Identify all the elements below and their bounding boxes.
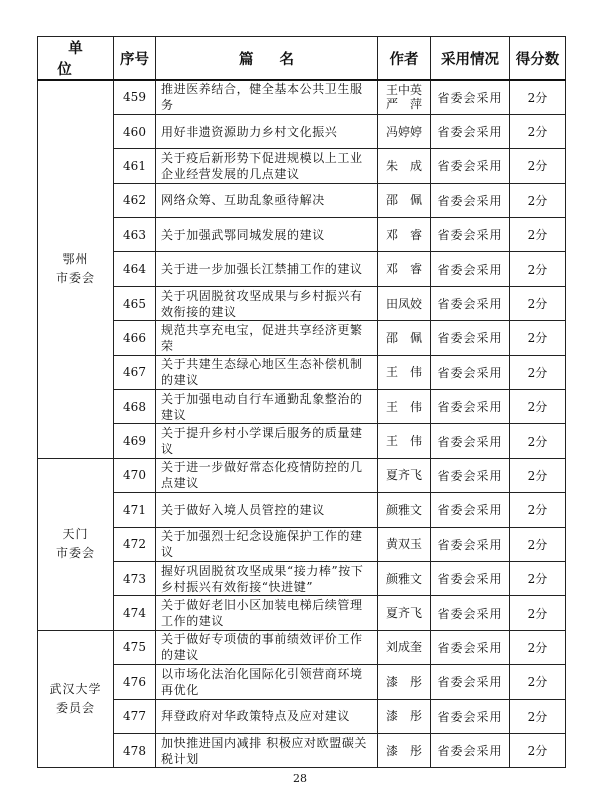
score-cell: 2分 (510, 321, 566, 355)
seq-cell: 459 (114, 80, 156, 114)
unit-cell: 天门 市委会 (38, 458, 114, 630)
author-cell: 夏齐飞 (378, 596, 431, 630)
adoption-cell: 省委会采用 (431, 699, 510, 733)
table-row (38, 218, 566, 252)
header-author: 作者 (378, 37, 431, 81)
seq-cell: 477 (114, 699, 156, 733)
seq-cell: 474 (114, 596, 156, 630)
adoption-cell: 省委会采用 (431, 80, 510, 114)
seq-cell: 460 (114, 114, 156, 148)
adoption-cell: 省委会采用 (431, 218, 510, 252)
score-cell: 2分 (510, 424, 566, 458)
unit-cell: 武汉大学 委员会 (38, 630, 114, 768)
title-cell: 网络众筹、互助乱象亟待解决 (156, 183, 378, 217)
table-row (38, 527, 566, 561)
title-cell: 关于疫后新形势下促进规模以上工业企业经营发展的几点建议 (156, 149, 378, 183)
table-row (38, 149, 566, 183)
adoption-cell: 省委会采用 (431, 286, 510, 320)
title-cell: 关于加强武鄂同城发展的建议 (156, 218, 378, 252)
adoption-cell: 省委会采用 (431, 424, 510, 458)
author-cell: 王 伟 (378, 424, 431, 458)
author-cell: 田凤姣 (378, 286, 431, 320)
seq-cell: 471 (114, 493, 156, 527)
title-cell: 关于做好专项债的事前绩效评价工作的建议 (156, 630, 378, 664)
author-cell: 刘成奎 (378, 630, 431, 664)
title-cell: 加快推进国内减排 积极应对欧盟碳关税计划 (156, 733, 378, 767)
title-cell: 规范共享充电宝，促进共享经济更繁荣 (156, 321, 378, 355)
author-cell: 漆 彤 (378, 699, 431, 733)
author-cell: 邓 睿 (378, 252, 431, 286)
title-cell: 关于进一步做好常态化疫情防控的几点建议 (156, 458, 378, 492)
header-adoption: 采用情况 (431, 37, 510, 81)
author-cell: 颜雅文 (378, 493, 431, 527)
title-cell: 关于共建生态绿心地区生态补偿机制的建议 (156, 355, 378, 389)
seq-cell: 478 (114, 733, 156, 767)
adoption-cell: 省委会采用 (431, 561, 510, 595)
seq-cell: 475 (114, 630, 156, 664)
adoption-cell: 省委会采用 (431, 355, 510, 389)
score-cell: 2分 (510, 183, 566, 217)
seq-cell: 463 (114, 218, 156, 252)
adoption-cell: 省委会采用 (431, 665, 510, 699)
author-cell: 邵 佩 (378, 321, 431, 355)
seq-cell: 467 (114, 355, 156, 389)
seq-cell: 472 (114, 527, 156, 561)
seq-cell: 468 (114, 390, 156, 424)
seq-cell: 476 (114, 665, 156, 699)
score-cell: 2分 (510, 252, 566, 286)
table-row (38, 390, 566, 424)
adoption-cell: 省委会采用 (431, 596, 510, 630)
title-cell: 关于加强烈士纪念设施保护工作的建议 (156, 527, 378, 561)
table-row (38, 355, 566, 389)
author-cell: 邓 睿 (378, 218, 431, 252)
table-row (38, 286, 566, 320)
seq-cell: 473 (114, 561, 156, 595)
adoption-cell: 省委会采用 (431, 252, 510, 286)
table-row (38, 665, 566, 699)
table-row (38, 114, 566, 148)
author-cell: 颜雅文 (378, 561, 431, 595)
author-cell: 朱 成 (378, 149, 431, 183)
author-cell: 王中英 严 萍 (378, 80, 431, 114)
table-body (38, 80, 566, 768)
score-cell: 2分 (510, 149, 566, 183)
score-cell: 2分 (510, 286, 566, 320)
score-cell: 2分 (510, 390, 566, 424)
score-cell: 2分 (510, 493, 566, 527)
score-cell: 2分 (510, 527, 566, 561)
score-cell: 2分 (510, 355, 566, 389)
adoption-cell: 省委会采用 (431, 527, 510, 561)
table-row (38, 424, 566, 458)
title-cell: 拜登政府对华政策特点及应对建议 (156, 699, 378, 733)
author-cell: 黄双玉 (378, 527, 431, 561)
seq-cell: 470 (114, 458, 156, 492)
score-cell: 2分 (510, 699, 566, 733)
adoption-cell: 省委会采用 (431, 114, 510, 148)
header-title: 篇名 (156, 37, 378, 81)
author-cell: 王 伟 (378, 355, 431, 389)
seq-cell: 469 (114, 424, 156, 458)
score-cell: 2分 (510, 561, 566, 595)
seq-cell: 461 (114, 149, 156, 183)
adoption-cell: 省委会采用 (431, 149, 510, 183)
title-cell: 关于进一步加强长江禁捕工作的建议 (156, 252, 378, 286)
seq-cell: 466 (114, 321, 156, 355)
table-header (38, 37, 566, 81)
adoption-cell: 省委会采用 (431, 733, 510, 767)
adoption-cell: 省委会采用 (431, 458, 510, 492)
score-cell: 2分 (510, 218, 566, 252)
unit-cell: 鄂州 市委会 (38, 80, 114, 458)
page-number: 28 (293, 772, 307, 785)
seq-cell: 464 (114, 252, 156, 286)
title-cell: 关于加强电动自行车通勤乱象整治的建议 (156, 390, 378, 424)
score-cell: 2分 (510, 630, 566, 664)
author-cell: 漆 彤 (378, 665, 431, 699)
title-cell: 以市场化法治化国际化引领营商环境再优化 (156, 665, 378, 699)
score-cell: 2分 (510, 458, 566, 492)
adoption-cell: 省委会采用 (431, 630, 510, 664)
score-cell: 2分 (510, 114, 566, 148)
table-row (38, 183, 566, 217)
title-cell: 关于做好入境人员管控的建议 (156, 493, 378, 527)
table-row (38, 80, 566, 114)
title-cell: 关于提升乡村小学课后服务的质量建议 (156, 424, 378, 458)
author-cell: 夏齐飞 (378, 458, 431, 492)
title-cell: 关于巩固脱贫攻坚成果与乡村振兴有效衔接的建议 (156, 286, 378, 320)
author-cell: 漆 彤 (378, 733, 431, 767)
adoption-cell: 省委会采用 (431, 390, 510, 424)
table-row (38, 493, 566, 527)
table-row (38, 596, 566, 630)
table-row (38, 630, 566, 664)
author-cell: 王 伟 (378, 390, 431, 424)
author-cell: 冯婷婷 (378, 114, 431, 148)
header-seq: 序号 (114, 37, 156, 81)
adoption-cell: 省委会采用 (431, 183, 510, 217)
header-unit: 单位 (38, 37, 114, 81)
score-cell: 2分 (510, 665, 566, 699)
table-row (38, 699, 566, 733)
title-cell: 推进医养结合，健全基本公共卫生服务 (156, 80, 378, 114)
table-row (38, 321, 566, 355)
score-cell: 2分 (510, 733, 566, 767)
table-row (38, 458, 566, 492)
adoption-cell: 省委会采用 (431, 321, 510, 355)
adoption-cell: 省委会采用 (431, 493, 510, 527)
adoption-score-table (37, 36, 566, 768)
table-row (38, 561, 566, 595)
score-cell: 2分 (510, 596, 566, 630)
header-score: 得分数 (510, 37, 566, 81)
title-cell: 握好巩固脱贫攻坚成果“接力棒”按下乡村振兴有效衔接“快进键” (156, 561, 378, 595)
table-row (38, 252, 566, 286)
author-cell: 邵 佩 (378, 183, 431, 217)
title-cell: 用好非遗资源助力乡村文化振兴 (156, 114, 378, 148)
seq-cell: 465 (114, 286, 156, 320)
score-cell: 2分 (510, 80, 566, 114)
table-row (38, 733, 566, 767)
seq-cell: 462 (114, 183, 156, 217)
title-cell: 关于做好老旧小区加装电梯后续管理工作的建议 (156, 596, 378, 630)
